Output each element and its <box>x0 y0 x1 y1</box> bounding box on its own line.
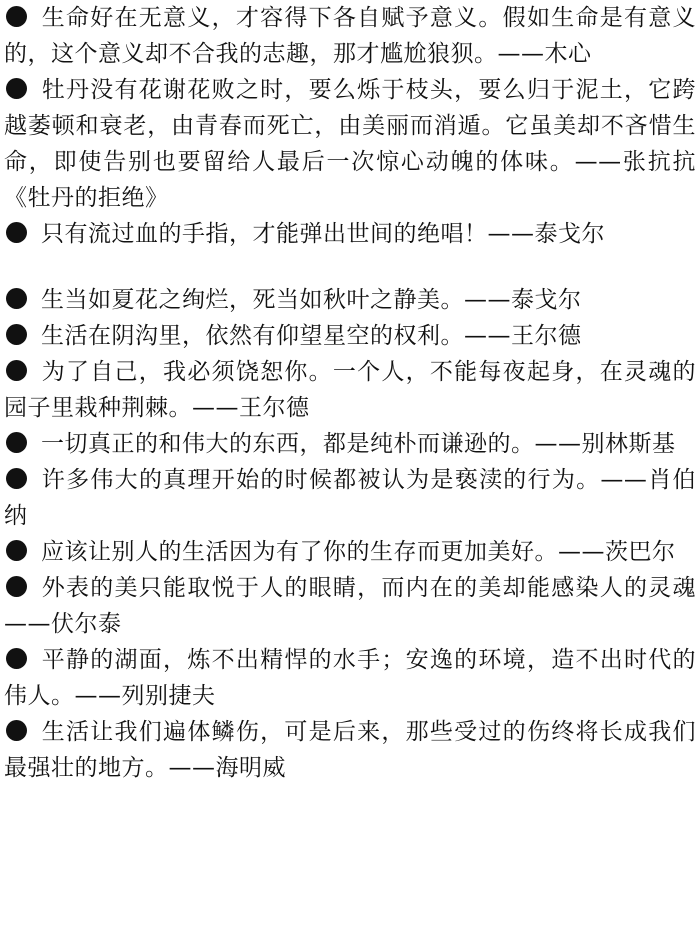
quote-text: 牡丹没有花谢花败之时，要么烁于枝头，要么归于泥土，它跨越萎顿和衰老，由青春而死亡，由美丽而消遁。它虽美却不吝惜生命，即使告别也要留给人最后一次惊心动魄的体味。——张抗抗 《牡丹的拒绝》 <box>4 77 696 211</box>
quote-text: 生活在阴沟里，依然有仰望星空的权利。——王尔德 <box>41 323 582 349</box>
quote-text: 生命好在无意义，才容得下各自赋予意义。假如生命是有意义的，这个意义却不合我的志趣，那才尴尬狼狈。——木心 <box>4 5 696 67</box>
quote-text: 只有流过血的手指，才能弹出世间的绝唱！——泰戈尔 <box>41 221 605 247</box>
quote-text: 生活让我们遍体鳞伤，可是后来，那些受过的伤终将长成我们最强壮的地方。——海明威 <box>4 719 696 781</box>
quote-text: 应该让别人的生活因为有了你的生存而更加美好。——茨巴尔 <box>41 539 676 565</box>
bullet-icon <box>6 468 27 489</box>
quote-text: 一切真正的和伟大的东西，都是纯朴而谦逊的。——别林斯基 <box>41 431 676 457</box>
quote-text: 许多伟大的真理开始的时候都被认为是亵渎的行为。——肖伯纳 <box>4 467 696 529</box>
bullet-icon <box>6 6 27 27</box>
quote-text: 为了自己，我必须饶恕你。一个人，不能每夜起身，在灵魂的园子里栽种荆棘。——王尔德 <box>4 359 696 421</box>
bullet-icon <box>6 432 27 453</box>
quote-document <box>4 0 696 786</box>
quote-item <box>4 570 696 642</box>
quote-list <box>4 0 696 786</box>
quote-item <box>4 642 696 714</box>
quote-item <box>4 0 696 72</box>
quote-item <box>4 462 696 534</box>
bullet-icon <box>6 324 27 345</box>
bullet-icon <box>6 540 27 561</box>
quote-item <box>4 282 696 318</box>
quote-item <box>4 714 696 786</box>
bullet-icon <box>6 78 27 99</box>
bullet-icon <box>6 360 27 381</box>
quote-text: 生当如夏花之绚烂，死当如秋叶之静美。——泰戈尔 <box>41 287 582 313</box>
bullet-icon <box>6 720 27 741</box>
bullet-icon <box>6 222 27 243</box>
bullet-icon <box>6 648 27 669</box>
quote-text: 平静的湖面，炼不出精悍的水手；安逸的环境，造不出时代的伟人。——列别捷夫 <box>4 647 696 709</box>
quote-item <box>4 534 696 570</box>
quote-item <box>4 216 696 252</box>
quote-item <box>4 354 696 426</box>
quote-item <box>4 426 696 462</box>
bullet-icon <box>6 576 27 597</box>
quote-item <box>4 318 696 354</box>
quote-text: 外表的美只能取悦于人的眼睛，而内在的美却能感染人的灵魂——伏尔泰 <box>4 575 696 637</box>
quote-item <box>4 72 696 216</box>
bullet-icon <box>6 288 27 309</box>
